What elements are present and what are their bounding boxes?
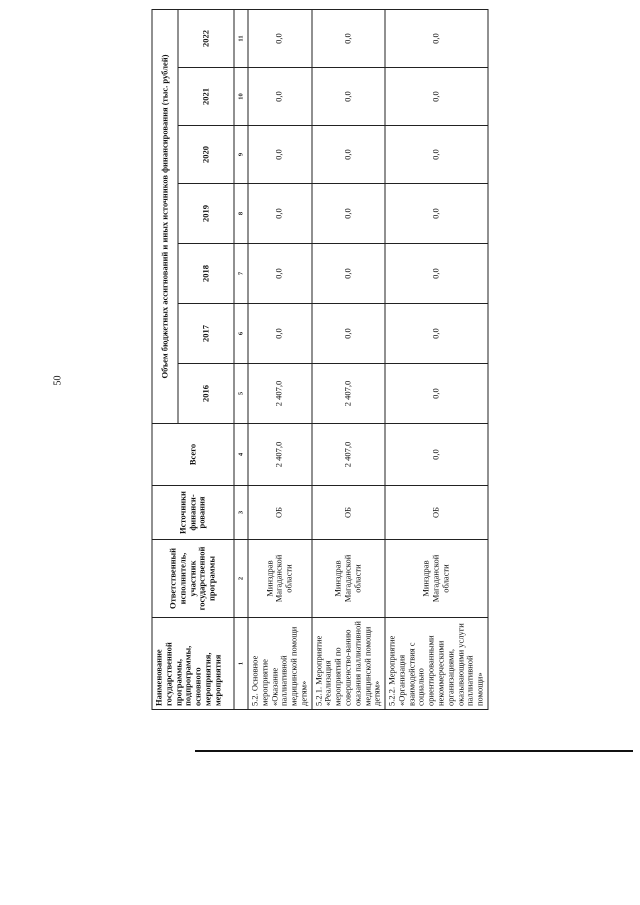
row-value: 0,0 — [312, 244, 385, 304]
row-value: 2 407,0 — [312, 364, 385, 424]
header-source: Источники финанси-рования — [152, 486, 234, 540]
col-number: 6 — [234, 304, 248, 364]
row-value: 0,0 — [385, 126, 488, 184]
row-executor: Минздрав Магаданской области — [385, 540, 488, 618]
column-number-row — [234, 9, 248, 709]
row-executor: Минздрав Магаданской области — [312, 540, 385, 618]
row-value: 0,0 — [385, 68, 488, 126]
row-source: ОБ — [312, 486, 385, 540]
year-header: 2019 — [178, 184, 234, 244]
year-header: 2021 — [178, 68, 234, 126]
row-value: 0,0 — [385, 244, 488, 304]
row-value: 0,0 — [312, 68, 385, 126]
rotated-table-wrapper — [152, 10, 489, 710]
table-row — [312, 9, 385, 709]
header-name: Наименование государственной программы, подпрограммы, основного мероприятия, мероприятия — [152, 618, 234, 710]
row-value: 0,0 — [312, 9, 385, 67]
row-value: 0,0 — [312, 304, 385, 364]
row-source: ОБ — [385, 486, 488, 540]
header-row — [152, 9, 178, 709]
header-executor: Ответственный исполнитель, участник государственной программы — [152, 540, 234, 618]
year-header: 2016 — [178, 364, 234, 424]
row-name: 5.2. Основное мероприятие «Оказание паллиативной медицинской помощи детям» — [248, 618, 312, 710]
row-value: 0,0 — [312, 184, 385, 244]
header-total: Всего — [152, 424, 234, 486]
col-number: 5 — [234, 364, 248, 424]
row-value: 0,0 — [385, 304, 488, 364]
row-name: 5.2.1. Мероприятие «Реализация мероприятий по совершенство-ванию оказания паллиативной медицинской помощи детям» — [312, 618, 385, 710]
row-value: 0,0 — [385, 364, 488, 424]
page-number: 50 — [52, 375, 64, 386]
row-total: 0,0 — [385, 424, 488, 486]
row-total: 2 407,0 — [248, 424, 312, 486]
year-header: 2020 — [178, 126, 234, 184]
table-row — [248, 9, 312, 709]
row-value: 0,0 — [248, 68, 312, 126]
row-value: 0,0 — [248, 304, 312, 364]
col-number: 9 — [234, 126, 248, 184]
year-header: 2018 — [178, 244, 234, 304]
col-number: 7 — [234, 244, 248, 304]
row-value: 0,0 — [248, 126, 312, 184]
row-source: ОБ — [248, 486, 312, 540]
row-value: 0,0 — [248, 184, 312, 244]
col-number: 10 — [234, 68, 248, 126]
row-total: 2 407,0 — [312, 424, 385, 486]
row-value: 0,0 — [312, 126, 385, 184]
col-number: 8 — [234, 184, 248, 244]
row-executor: Минздрав Магаданской области — [248, 540, 312, 618]
col-number: 11 — [234, 9, 248, 67]
year-header: 2022 — [178, 9, 234, 67]
col-number: 2 — [234, 540, 248, 618]
table-row — [385, 9, 488, 709]
row-name: 5.2.2. Мероприятие «Организация взаимодействия с социально ориентированными некоммерческими организациями, оказывающими услуги паллиативной помощи» — [385, 618, 488, 710]
row-value: 0,0 — [385, 9, 488, 67]
financing-table — [152, 9, 489, 710]
signature-line — [195, 750, 633, 752]
year-header: 2017 — [178, 304, 234, 364]
header-volume-group: Объем бюджетных ассигнований и иных источников финансирования (тыс. рублей) — [152, 9, 178, 423]
row-value: 2 407,0 — [248, 364, 312, 424]
col-number: 3 — [234, 486, 248, 540]
col-number: 1 — [234, 618, 248, 710]
col-number: 4 — [234, 424, 248, 486]
row-value: 0,0 — [385, 184, 488, 244]
row-value: 0,0 — [248, 9, 312, 67]
row-value: 0,0 — [248, 244, 312, 304]
